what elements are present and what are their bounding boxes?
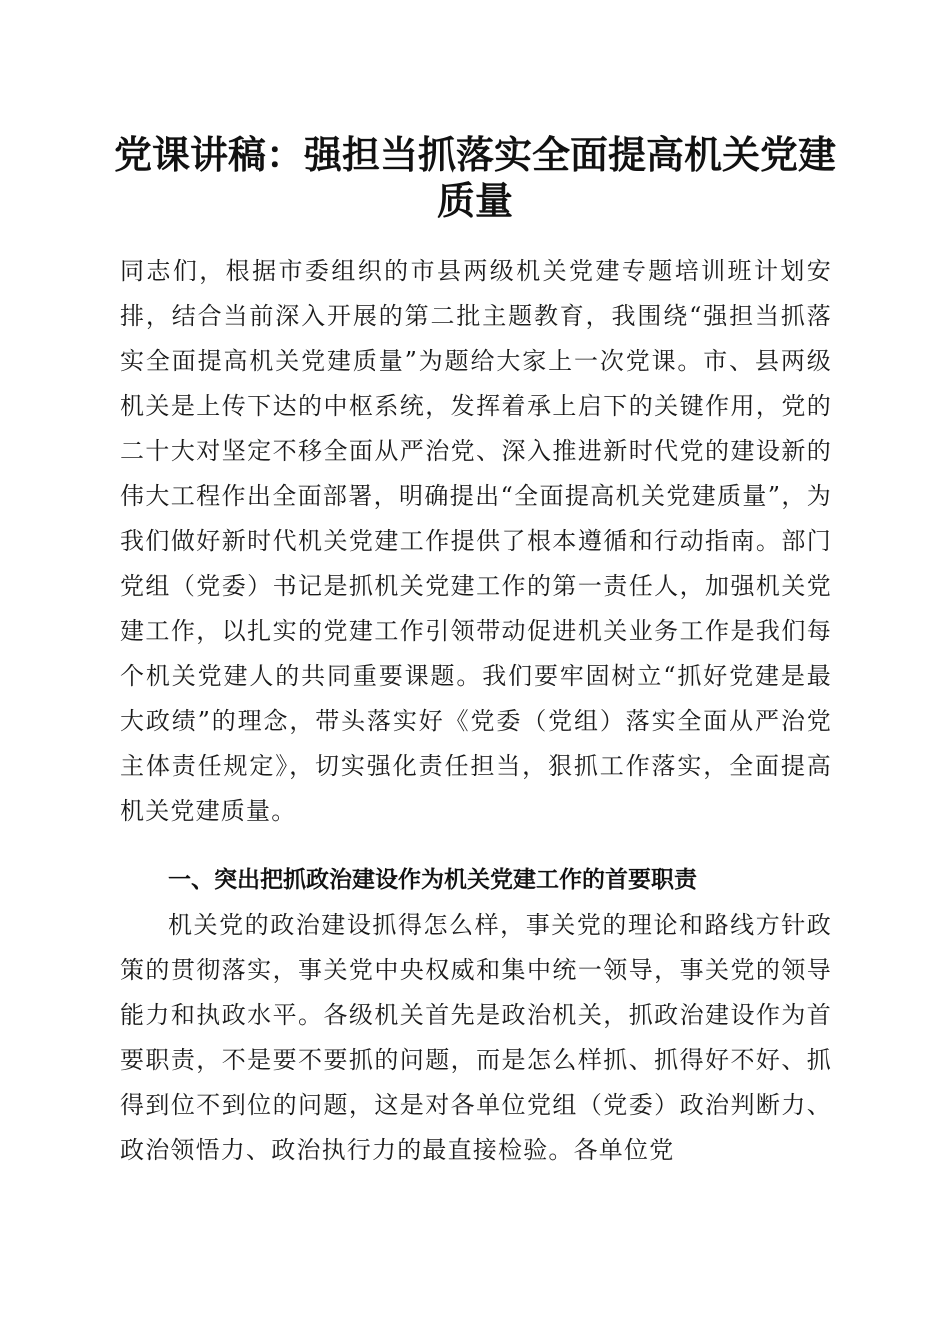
section-heading-1: 一、突出把抓政治建设作为机关党建工作的首要职责 <box>168 867 697 893</box>
section-1-paragraph: 机关党的政治建设抓得怎么样，事关党的理论和路线方针政策的贯彻落实，事关党中央权威和集中统一领导，事关党的领导能力和执政水平。各级机关首先是政治机关，抓政治建设作为首要职责，不是要不要抓的问题，而是怎么样抓、抓得好不好、抓得到位不到位的问题，这是对各单位党组（党委）政治判断力、政治领悟力、政治执行力的最直接检验。各单位党 <box>120 911 832 1164</box>
intro-paragraph: 同志们，根据市委组织的市县两级机关党建专题培训班计划安排，结合当前深入开展的第二批主题教育，我围绕“强担当抓落实全面提高机关党建质量”为题给大家上一次党课。市、县两级机关是上传下达的中枢系统，发挥着承上启下的关键作用，党的二十大对坚定不移全面从严治党、深入推进新时代党的建设新的伟大工程作出全面部署，明确提出“全面提高机关党建质量”，为我们做好新时代机关党建工作提供了根本遵循和行动指南。部门党组（党委）书记是抓机关党建工作的第一责任人，加强机关党建工作，以扎实的党建工作引领带动促进机关业务工作是我们每个机关党建人的共同重要课题。我们要牢固树立“抓好党建是最大政绩”的理念，带头落实好《党委（党组）落实全面从严治党主体责任规定》，切实强化责任担当，狠抓工作落实，全面提高机关党建质量。 <box>120 257 832 825</box>
document-title: 党课讲稿：强担当抓落实全面提高机关党建质量 <box>113 132 836 223</box>
